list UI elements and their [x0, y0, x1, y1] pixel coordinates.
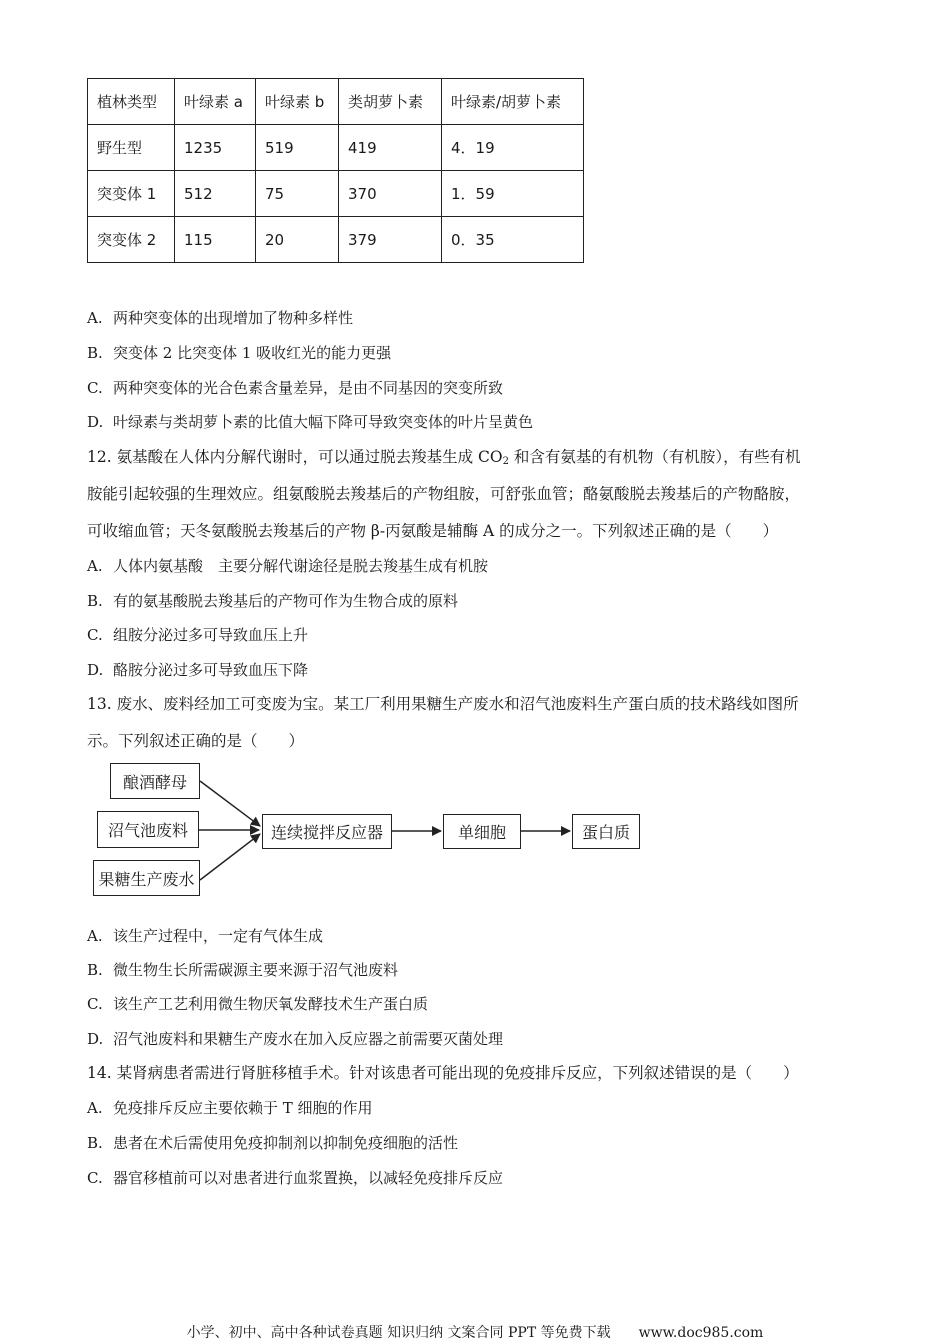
q14-stem-line: 14. 某肾病患者需进行肾脏移植手术。针对该患者可能出现的免疫排斥反应，下列叙述错误的是（ ） — [87, 1064, 799, 1082]
q12-stem-line: 胺能引起较强的生理效应。组氨酸脱去羧基后的产物组胺，可舒张血管；酪氨酸脱去羧基后的产物酪胺， — [87, 485, 801, 503]
table-cell: 379 — [339, 217, 442, 263]
page-footer[interactable]: 小学、初中、高中各种试卷真题 知识归纳 文案合同 PPT 等免费下载 www.doc985.com — [186, 1325, 764, 1341]
yeast-box: 酿酒酵母 — [110, 763, 200, 799]
q13-option-c: C. 该生产工艺利用微生物厌氧发酵技术生产蛋白质 — [87, 995, 429, 1013]
fructose-wastewater-box: 果糖生产废水 — [93, 860, 200, 896]
q12-option-b: B. 有的氨基酸脱去羧基后的产物可作为生物合成的原料 — [87, 592, 459, 610]
q13-option-b: B. 微生物生长所需碳源主要来源于沼气池废料 — [87, 961, 399, 979]
table-cell: 1．59 — [442, 171, 584, 217]
arrow-fructose-to-reactor — [200, 834, 260, 880]
q11-option-d: D. 叶绿素与类胡萝卜素的比值大幅下降可导致突变体的叶片呈黄色 — [87, 413, 534, 431]
table-header-cell: 叶绿素/胡萝卜素 — [442, 79, 584, 125]
q14-option-c: C. 器官移植前可以对患者进行血浆置换，以减轻免疫排斥反应 — [87, 1169, 504, 1187]
biogas-waste-box: 沼气池废料 — [97, 811, 199, 848]
table-header-cell: 植林类型 — [88, 79, 175, 125]
q11-option-a: A. 两种突变体的出现增加了物种多样性 — [87, 309, 354, 327]
table-cell: 0．35 — [442, 217, 584, 263]
q12-stem-line: 可收缩血管；天冬氨酸脱去羧基后的产物 β-丙氨酸是辅酶 A 的成分之一。下列叙述正确的是（ ） — [87, 522, 779, 540]
table-cell: 419 — [339, 125, 442, 171]
q12-option-a: A. 人体内氨基酸 主要分解代谢途径是脱去羧基生成有机胺 — [87, 557, 489, 575]
table-cell: 20 — [256, 217, 339, 263]
q12-stem-line: 12. 氨基酸在人体内分解代谢时，可以通过脱去羧基生成 $CO_2$ 和含有氨基的有机物（有机胺），有些有机 — [87, 448, 801, 467]
table-cell: 115 — [175, 217, 256, 263]
q11-option-c: C. 两种突变体的光合色素含量差异，是由不同基因的突变所致 — [87, 379, 504, 397]
arrow-yeast-to-reactor — [200, 781, 260, 826]
table-header-cell: 叶绿素 b — [256, 79, 339, 125]
table-cell: 突变体 1 — [88, 171, 175, 217]
table-header-cell: 类胡萝卜素 — [339, 79, 442, 125]
q14-option-b: B. 患者在术后需使用免疫抑制剂以抑制免疫细胞的活性 — [87, 1134, 459, 1152]
q12-option-c: C. 组胺分泌过多可导致血压上升 — [87, 626, 309, 644]
q11-option-b: B. 突变体 2 比突变体 1 吸收红光的能力更强 — [87, 344, 392, 362]
table-cell: 野生型 — [88, 125, 175, 171]
single-cell-box: 单细胞 — [443, 814, 521, 849]
q13-option-a: A. 该生产过程中，一定有气体生成 — [87, 927, 324, 945]
table-cell: 1235 — [175, 125, 256, 171]
q13-option-d: D. 沼气池废料和果糖生产废水在加入反应器之前需要灭菌处理 — [87, 1030, 504, 1048]
table-cell: 75 — [256, 171, 339, 217]
table-cell: 4．19 — [442, 125, 584, 171]
table-cell: 370 — [339, 171, 442, 217]
protein-box: 蛋白质 — [572, 814, 640, 849]
q13-stem-line: 示。下列叙述正确的是（ ） — [87, 732, 305, 750]
q13-stem-line: 13. 废水、废料经加工可变废为宝。某工厂利用果糖生产废水和沼气池废料生产蛋白质的技术路线如图所 — [87, 695, 799, 713]
table-header-cell: 叶绿素 a — [175, 79, 256, 125]
q14-option-a: A. 免疫排斥反应主要依赖于 T 细胞的作用 — [87, 1099, 373, 1117]
stirred-reactor-box: 连续搅拌反应器 — [262, 814, 392, 849]
table-cell: 512 — [175, 171, 256, 217]
table-cell: 519 — [256, 125, 339, 171]
q12-option-d: D. 酪胺分泌过多可导致血压下降 — [87, 661, 309, 679]
table-cell: 突变体 2 — [88, 217, 175, 263]
